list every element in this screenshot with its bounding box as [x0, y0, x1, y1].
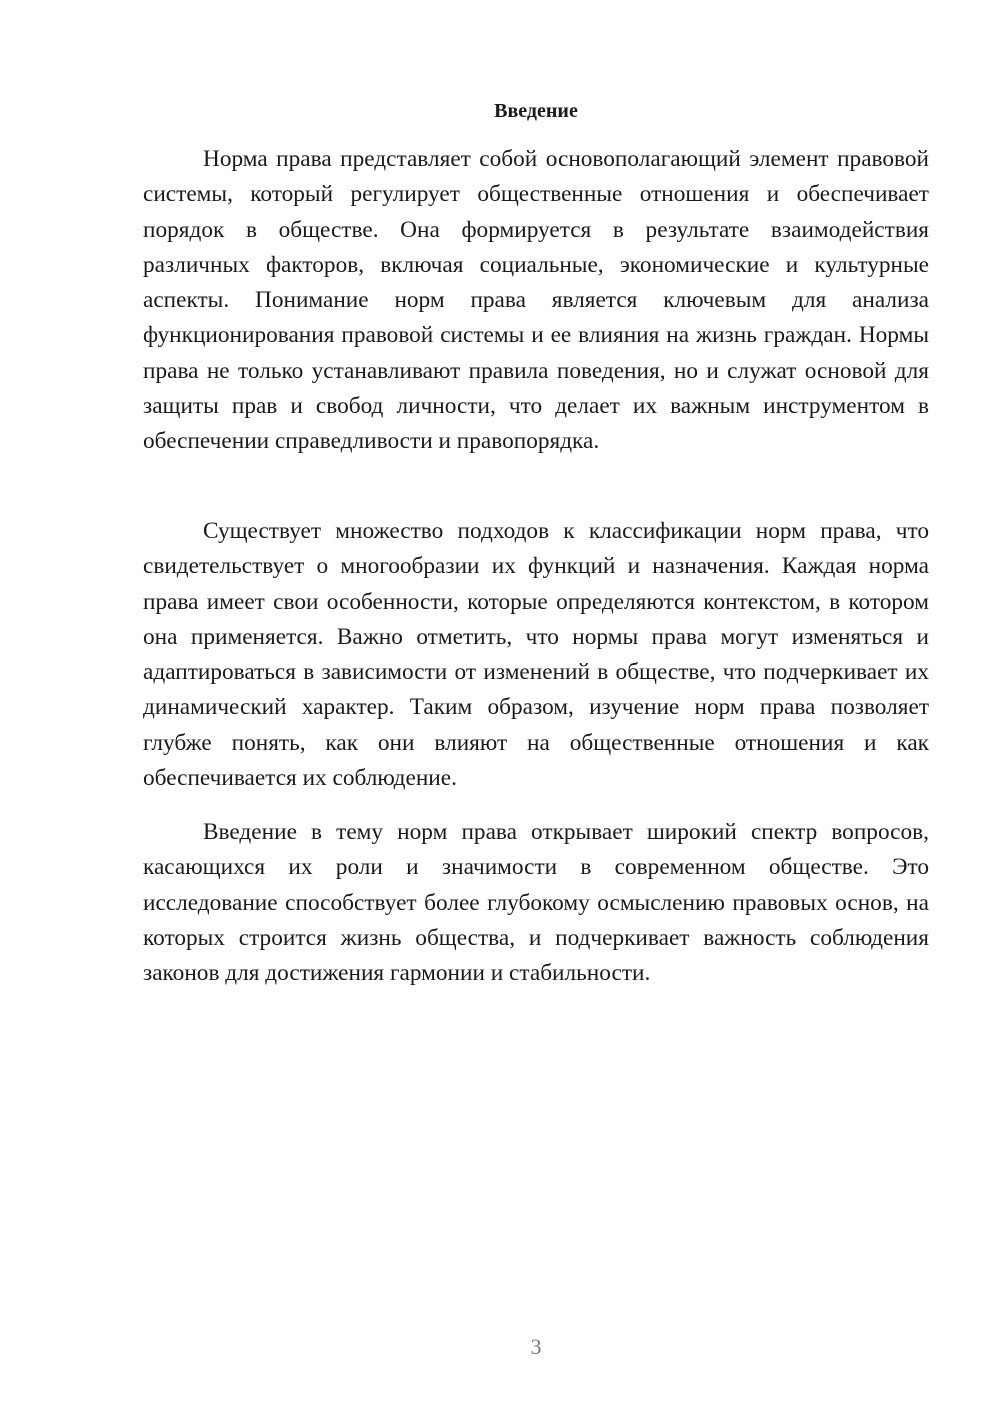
paragraph-2: Существует множество подходов к классификации норм права, что свидетельствует о многообразии их функций и назначения. Каждая норма права имеет свои особенности, которые определяются контекстом, в котором она применяется. Важно отметить, что нормы права могут изменяться и адаптироваться в зависимости от изменений в обществе, что подчеркивает их динамический характер. Таким образом, изучение норм права позволяет глубже понять, как они влияют на общественные отношения и как обеспечивается их соблюдение. — [143, 518, 929, 792]
paragraph-3: Введение в тему норм права открывает широкий спектр вопросов, касающихся их роли и значимости в современном обществе. Это исследование способствует более глубокому осмыслению правовых основ, на которых строится жизнь общества, и подчеркивает важность соблюдения законов для достижения гармонии и стабильности. — [143, 819, 929, 987]
paragraph-1: Норма права представляет собой основополагающий элемент правовой системы, который регулирует общественные отношения и обеспечивает порядок в обществе. Она формируется в результате взаимодействия различных факторов, включая социальные, экономические и культурные аспекты. Понимание норм права является ключевым для анализа функционирования правовой системы и ее влияния на жизнь граждан. Нормы права не только устанавливают правила поведения, но и служат основой для защиты прав и свобод личности, что делает их важным инструментом в обеспечении справедливости и правопорядка. — [143, 146, 929, 455]
page-number: 3 — [530, 1334, 542, 1359]
section-heading: Введение — [494, 100, 578, 122]
